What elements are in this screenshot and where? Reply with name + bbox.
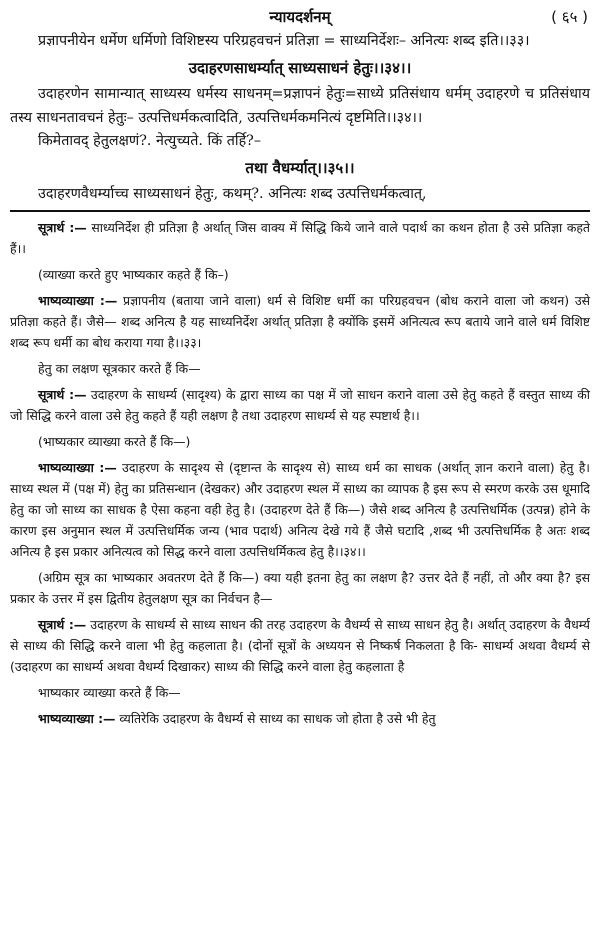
commentary-label: सूत्रार्थ :—	[38, 616, 87, 632]
bhashya-paragraph: प्रज्ञापनीयेन धर्मेण धर्मिणो विशिष्टस्य परिग्रहवचनं प्रतिज्ञा = साध्यनिर्देशः– अनित्यः शब्द इति।।३३।	[38, 33, 530, 49]
commentary-paragraph	[10, 290, 590, 353]
commentary-text: उदाहरण के साधर्म्य से साध्य साधन की तरह उदाहरण के वैधर्म्य से साध्य साधन हेतु है। अर्थात् उदाहरण के वैधर्म्य से साध्य की सिद्धि करने वाला भी हेतु कहलाता है। (दोनों सूत्रों के अध्ययन से निष्कर्ष निकलता है कि- साधर्म्य अथवा वैधर्म्य से (उदाहरण का साधर्म्य अथवा वैधर्म्य दिखाकर) साध्य की सिद्धि करने वाला हेतु कहलाता है	[10, 616, 590, 674]
sanskrit-text-block	[10, 30, 590, 207]
commentary-text: (व्याख्या करते हुए भाष्यकार कहते हैं कि–)	[38, 266, 229, 282]
commentary-paragraph	[10, 708, 590, 729]
commentary-text: (अग्रिम सूत्र का भाष्यकार अवतरण देते हैं कि—) क्या यही इतना हेतु का लक्षण है? उत्तर देते हैं नहीं, तो और क्या है? इस प्रकार के उत्तर में इस द्वितीय हेतुलक्षण सूत्र का निर्वचन है—	[10, 569, 590, 606]
commentary-paragraph	[10, 384, 590, 426]
commentary-label: सूत्रार्थ :—	[38, 386, 87, 402]
commentary-paragraph	[10, 431, 590, 452]
bhashya-paragraph: किमेतावद् हेतुलक्षणं?. नेत्युच्यते. किं तर्हि?–	[38, 133, 261, 149]
commentary-text: उदाहरण के सादृश्य से (दृष्टान्त के सादृश्य से) साध्य धर्म का साधक (अर्थात् ज्ञान कराने वाला) हेतु है। साध्य स्थल में (पक्ष में) हेतु का प्रतिसन्धान (देखकर) और उदाहरण स्थल में साध्य का व्यापक है इस रूप से स्मरण करके उस धूमादि हेतु का जो साध्य का साधक है ऐसा कहना वही हेतु है। (उदाहरण देते हैं कि—) जैसे शब्द अनित्य है उत्पत्तिधर्मिक (उत्पन्न) होने के कारण इस अनुमान स्थल में उत्पत्तिधर्मिक जन्य (भाव पदार्थ) अनित्य देखे गये हैं जैसे घटादि ,शब्द भी उत्पत्तिधर्मिक है अतः शब्द अनित्य है इस प्रकार अनित्यत्व को सिद्ध करने वाला उत्पत्तिधर्मिकत्व हेतु है।।३४।।	[10, 459, 590, 559]
commentary-text: साध्यनिर्देश ही प्रतिज्ञा है अर्थात् जिस वाक्य में सिद्धि किये जाने वाले पदार्थ का कथन होता है उसे प्रतिज्ञा कहते हैं।।	[10, 219, 590, 256]
hindi-commentary	[10, 217, 590, 729]
section-divider	[10, 210, 590, 212]
commentary-text: हेतु का लक्षण सूत्रकार करते हैं कि—	[38, 360, 201, 376]
commentary-label: भाष्यव्याख्या :—	[38, 710, 116, 726]
sutra-34: उदाहरणसाधर्म्यात् साध्यसाधनं हेतुः।।३४।।	[188, 58, 412, 77]
sutra-35: तथा वैधर्म्यात्।।३५।।	[245, 158, 355, 177]
commentary-paragraph	[10, 264, 590, 285]
commentary-text: भाष्यकार व्याख्या करते हैं कि—	[38, 684, 181, 700]
commentary-paragraph	[10, 358, 590, 379]
commentary-paragraph	[10, 567, 590, 609]
commentary-paragraph	[10, 614, 590, 677]
bhashya-paragraph: उदाहरणेन सामान्यात् साध्यस्य धर्मस्य साधनम्=प्रज्ञापनं हेतुः=साध्ये प्रतिसंधाय धर्मम् उदाहरणे च प्रतिसंधाय तस्य साधनतावचनं हेतुः– उत्पत्तिधर्मकत्वादिति, उत्पत्तिधर्मकमनित्यं दृष्टमिति।।३४।।	[10, 86, 590, 126]
commentary-paragraph	[10, 457, 590, 562]
commentary-paragraph	[10, 682, 590, 703]
commentary-label: सूत्रार्थ :—	[38, 219, 87, 235]
commentary-text: उदाहरण के साधर्म्य (सादृश्य) के द्वारा साध्य का पक्ष में जो साधन कराने वाला उसे हेतु कहते हैं वस्तुत साध्य की जो सिद्धि करने वाला उसे हेतु कहते हैं यही लक्षण है तथा उदाहरण साधर्म्य से यह स्पष्टार्थ है।।	[10, 386, 590, 423]
commentary-paragraph	[10, 217, 590, 259]
commentary-text: व्यतिरेकि उदाहरण के वैधर्म्य से साध्य का साधक जो होता है उसे भी हेतु	[115, 710, 436, 726]
commentary-label: भाष्यव्याख्या :—	[38, 292, 118, 308]
commentary-label: भाष्यव्याख्या :—	[38, 459, 117, 475]
header-title: न्यायदर्शनम्	[269, 8, 331, 26]
running-header	[10, 4, 590, 30]
bhashya-paragraph: उदाहरणवैधर्म्याच्च साध्यसाधनं हेतुः, कथम्?. अनित्यः शब्द उत्पत्तिधर्मकत्वात्,	[38, 186, 427, 202]
commentary-text: प्रज्ञापनीय (बताया जाने वाला) धर्म से विशिष्ट धर्मी का परिग्रहवचन (बोध कराने वाला जो कथन) उसे प्रतिज्ञा कहते हैं। जैसे— शब्द अनित्य है यह साध्यनिर्देश अर्थात् प्रतिज्ञा है क्योंकि इसमें अनित्यत्व रूप बताये जाने वाले धर्म विशिष्ट शब्द रूप धर्मी का बोध कराया गया है।।३३।	[10, 292, 590, 350]
page-number: ( ६५ )	[551, 8, 588, 26]
commentary-text: (भाष्यकार व्याख्या करते हैं कि—)	[38, 433, 191, 449]
